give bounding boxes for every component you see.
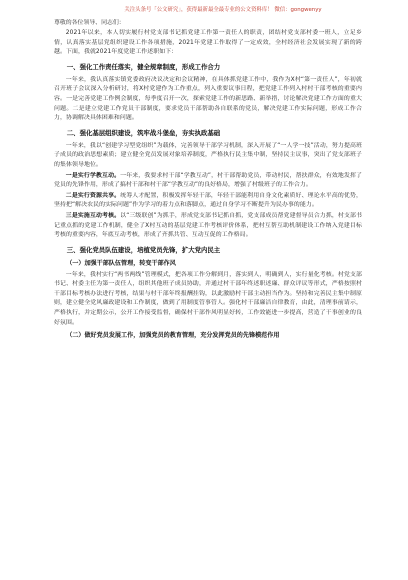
lead-in-phrase: 三是实施互动考核。 <box>65 212 121 219</box>
section-2-paragraph: 一是实行学教互动。一年来，我要求村干部“学教互动”，村干部帮助党员，带动村民，帮扶群众，有效地发挥了党员的先锋作用，形成了搞村干部和村干部“学教互动”的良好格局，增强了村级班子的工作合力。 <box>54 172 363 189</box>
section-2-paragraph: 一年来，我以“创建学习型党组织”为载体，完善领导干部学习机制，深入开展了“一人学一技”活动，努力提高班子成员的政治思想素质；建立健全党员发展对象培养制度，严格执行民主集中制，坚持民主议事，突出了党支部班子的集体领导地位。 <box>54 142 362 168</box>
section-heading-3: 三、强化党员队伍建设，培植党员先锋，扩大党内民主 <box>66 245 221 254</box>
section-1-paragraph: 一年来，我认真落实镇党委政府决议决定和会议精神，在具体抓党建工作中，我作为X村“第一责任人”，年初就召开班子会议深入分析研讨，将X村党建作为工作重点，列入重要议事日程，把党建工作列入村村干部考核的重要内容。一是完善党建工作例会制度，每季度召开一次，探索党建工作的新思路、新举措，讨论解决党建工作方面的重大问题。二是建立党建工作党员干部制度，要求党员干部帮助各自联系的党员，解决党建工作实际问题，形成工作合力，协调解决具体困难和问题。 <box>54 76 362 122</box>
section-2-paragraph: 二是实行资源共享。统筹人才配置，积极发挥年轻干部，年轻干部能利用自身文化素质好、理论水平高的优势，坚持把“解决农民的实际问题”作为学习的着力点和落脚点，通过自身学习不断提升为民办事的能力。 <box>54 192 363 209</box>
intro-paragraph: 2021年以来，本人切实履行村党支部书记抓党建工作第一责任人的职责，团结村党支部村委一班人，立足乡情，认真落实基层党组织建设工作各项措施，2021年党建工作取得了一定成效，全村经济社会发展实现了新的跨越。下面，我就2021年度党建工作述职如下： <box>54 30 362 56</box>
salutation: 尊敬的各位领导、同志们： <box>54 20 125 26</box>
subsection-heading-3-1: （一）加强干部队伍管理，转变干部作风 <box>66 259 176 267</box>
lead-in-phrase: 一是实行学教互动。 <box>65 172 121 179</box>
section-heading-2: 二、强化基层组织建设，筑牢战斗堡垒，夯实执政基础 <box>66 128 221 137</box>
lead-in-phrase: 二是实行资源共享。 <box>65 192 121 199</box>
section-heading-1: 一、强化工作责任落实，健全规章制度，形成工作合力 <box>66 62 221 71</box>
subsection-heading-3-2: （二）做好党员发展工作，加强党员的教育管理，充分发挥党员的先锋模范作用 <box>66 332 280 340</box>
section-2-paragraph: 三是实施互动考核。以“三级联创”为抓手，形成党支部书记抓自抓，党支部成员帮党建督导员合力抓，村支部书记重点抓的党建工作机制，健全了X村互动的基层党建工作考核评价体系，把村互帮互助机制建设工作纳入党建目标考核的重要内容，年底互动考核，形成了齐抓共管、互动互促的工作格局。 <box>54 212 363 239</box>
subsection-3-1-paragraph: 一年来，我村实行“两书两线”管理模式，把各项工作分解到月，落实到人，明确到人，实行量化考核。村党支部书记、村委主任为第一责任人，组织其他班子成员协助，并通过村干部年终述职述廉、群众评议等形式，严格按照村干部目标考核办法进行考核，结果与村干部年终报酬挂钩，以此激励村干部主动担当作为。坚持和完善民主集中制原则，建立健全党风廉政建设和工作制度，做到了用制度管事管人。强化村干部廉洁自律教育，由此，清理事前请示，严格执行，并定期公示，公开工作接受监督，确保村干部作风明显好转，工作效能进一步提高，营造了干事创业的良好氛围。 <box>54 271 362 326</box>
promo-banner: 关注头条号「公文研究」，获得最新最全最专业的公文资料库！ 微信：gongwenyy <box>124 7 322 13</box>
